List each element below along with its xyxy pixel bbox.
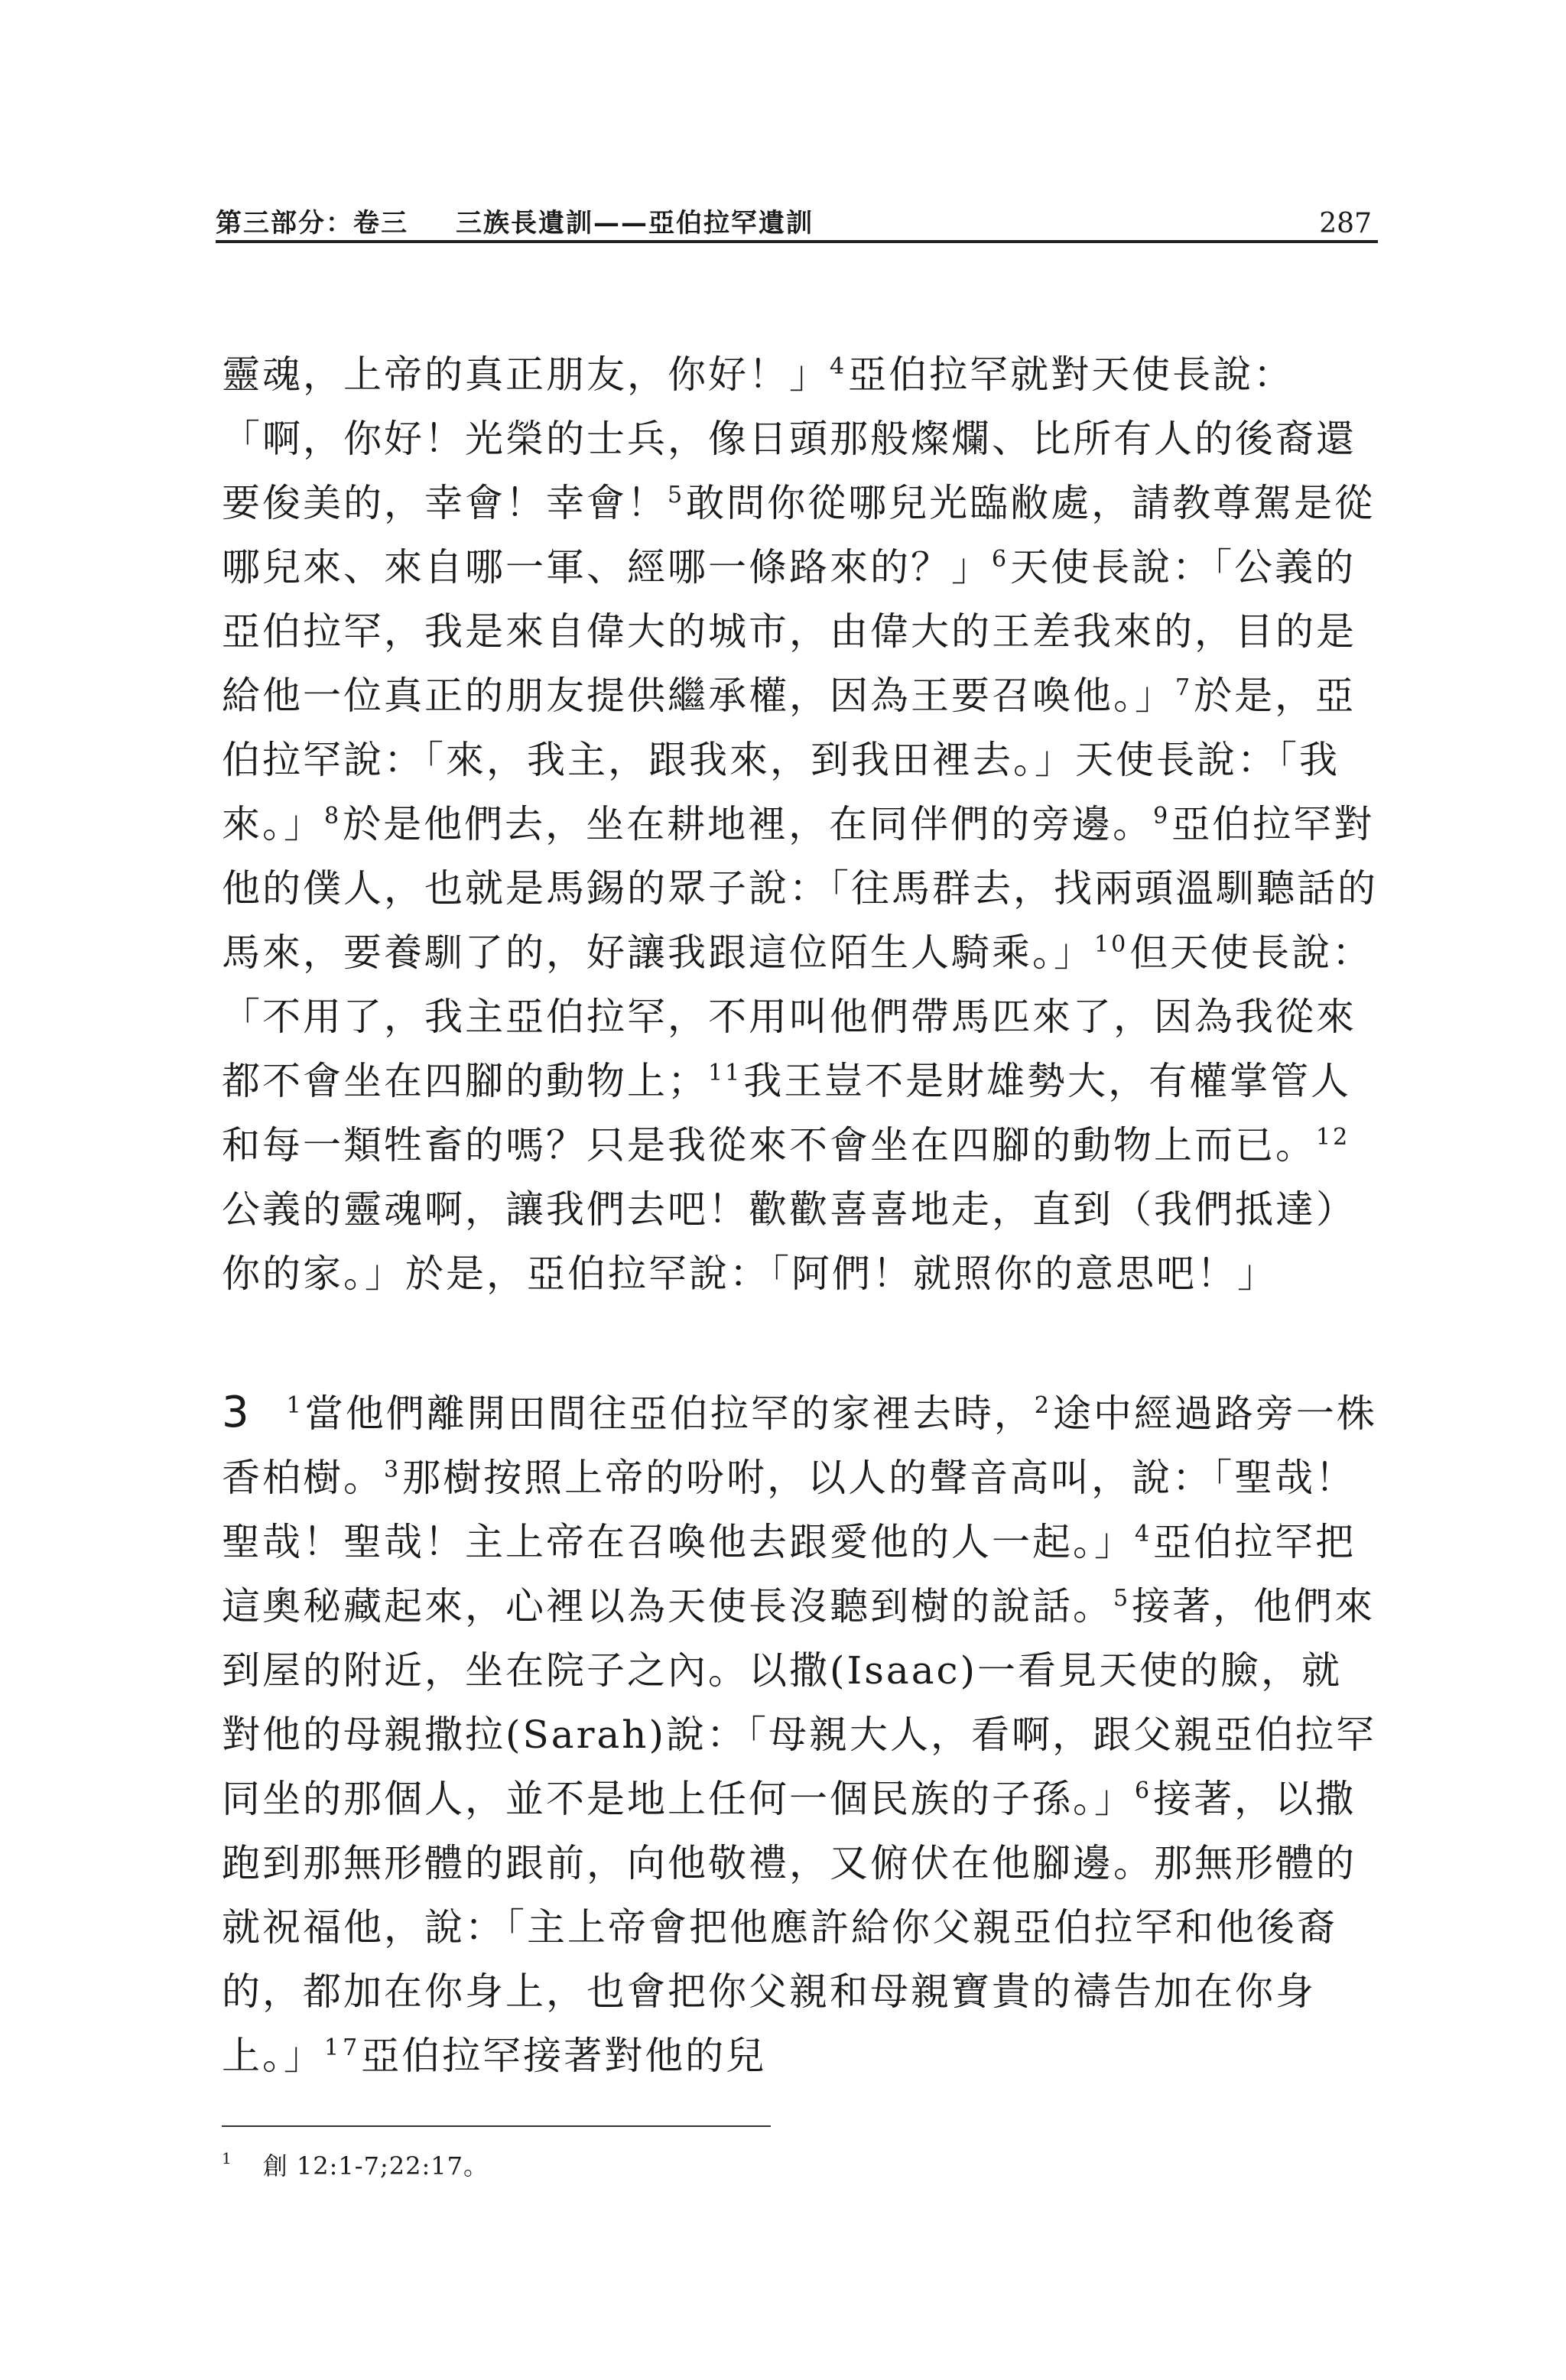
footnote: [222, 2147, 489, 2182]
verse-number: 3: [384, 1456, 401, 1483]
verse-text: 但天使長說：「不用了，我主亞伯拉罕，不用叫他們帶馬匹來了，因為我從來都不會坐在四腳的動物上；: [222, 930, 1373, 1103]
verse-text: 亞伯拉罕接著對他的兒: [361, 2034, 767, 2078]
verse-text: 亞伯拉罕對他的僕人，也就是馬錫的眾子說：「往馬群去，找兩頭溫馴聽話的馬來，要養馴了的，好讓我跟這位陌生人騎乘。」: [222, 802, 1378, 975]
verse-number: 8: [324, 803, 342, 830]
verse-text: 敢問你從哪兒光臨敝處，請教尊駕是從哪兒來、來自哪一軍、經哪一條路來的？」: [222, 481, 1376, 589]
header-part: 第三部分：卷三: [216, 208, 408, 239]
running-header: [216, 202, 1378, 243]
verse-number: 6: [992, 546, 1009, 573]
page-number: 287: [1319, 208, 1372, 239]
verse-number: 7: [1175, 674, 1193, 701]
verse-number: 1: [286, 1392, 304, 1419]
verse-text: 當他們離開田間往亞伯拉罕的家裡去時，: [304, 1391, 1035, 1436]
verse-text: 於是他們去，坐在耕地裡，在同伴們的旁邊。: [343, 802, 1154, 846]
header-title: [216, 202, 814, 239]
verse-text: 接著，以撒跑到那無形體的跟前，向他敬禮，又俯伏在他腳邊。那無形體的就祝福他，說：「主上帝會把他應許給你父親亞伯拉罕和他後裔的，都加在你身上，也會把你父親和母親寶貴的禱告加在你身上。」: [222, 1777, 1356, 2078]
footnote-text: 創 12:1-7;22:17。: [262, 2151, 489, 2180]
verse-number: 4: [1135, 1521, 1152, 1547]
verse-number: 4: [830, 353, 847, 380]
verse-text: 接著，他們來到屋的附近，坐在院子之內。以撒(Isaac)一看見天使的臉，就對他的母親撒拉(Sarah)說：「母親大人，看啊，跟父親亞伯拉罕同坐的那個人，並不是地上任何一個民族的子孫。」: [222, 1584, 1376, 1821]
verse-number: 12: [1316, 1124, 1350, 1151]
verse-text: 於是，亞伯拉罕說：「來，我主，跟我來，到我田裡去。」天使長說：「我來。」: [222, 674, 1356, 846]
footnote-mark: 1: [222, 2149, 232, 2167]
verse-number: 9: [1153, 803, 1171, 830]
verse-number: 2: [1034, 1392, 1051, 1419]
verse-text: 我王豈不是財雄勢大，有權掌管人和每一類牲畜的嗎？只是我從來不會坐在四腳的動物上而已。: [222, 1059, 1352, 1167]
verse-text: 途中經過路旁一株香柏樹。: [222, 1391, 1377, 1500]
chapter-number: 3: [222, 1388, 252, 1437]
header-book-title: 三族長遺訓——亞伯拉罕遺訓: [456, 208, 814, 239]
verse-text: 亞伯拉罕把這奧秘藏起來，心裡以為天使長沒聽到樹的說話。: [222, 1520, 1356, 1628]
footnote-rule: [222, 2125, 771, 2127]
verse-number: 10: [1094, 931, 1129, 958]
verse-text: 亞伯拉罕就對天使長說：「啊，你好！光榮的士兵，像日頭那般燦爛、比所有人的後裔還要俊美的，幸會！幸會！: [222, 352, 1356, 525]
verse-number: 5: [1113, 1585, 1131, 1612]
verse-text: 公義的靈魂啊，讓我們去吧！歡歡喜喜地走，直到（我們抵達）你的家。」於是，亞伯拉罕說：「阿們！就照你的意思吧！」: [222, 1187, 1356, 1296]
body-paragraph-1: [222, 343, 1378, 1306]
verse-text: 靈魂，上帝的真正朋友，你好！」: [222, 352, 830, 397]
body-paragraph-2: [222, 1381, 1378, 2088]
verse-number: 11: [708, 1060, 742, 1086]
verse-text: 那樹按照上帝的吩咐，以人的聲音高叫，說：「聖哉！聖哉！聖哉！主上帝在召喚他去跟愛他的人一起。」: [222, 1456, 1356, 1564]
verse-text: 天使長說：「公義的亞伯拉罕，我是來自偉大的城市，由偉大的王差我來的，目的是給他一位真正的朋友提供繼承權，因為王要召喚他。」: [222, 545, 1356, 718]
verse-number: 5: [668, 482, 685, 508]
verse-number: 7: [343, 2034, 360, 2061]
footnote-ref: 1: [324, 2034, 342, 2061]
verse-number: 6: [1135, 1778, 1152, 1804]
